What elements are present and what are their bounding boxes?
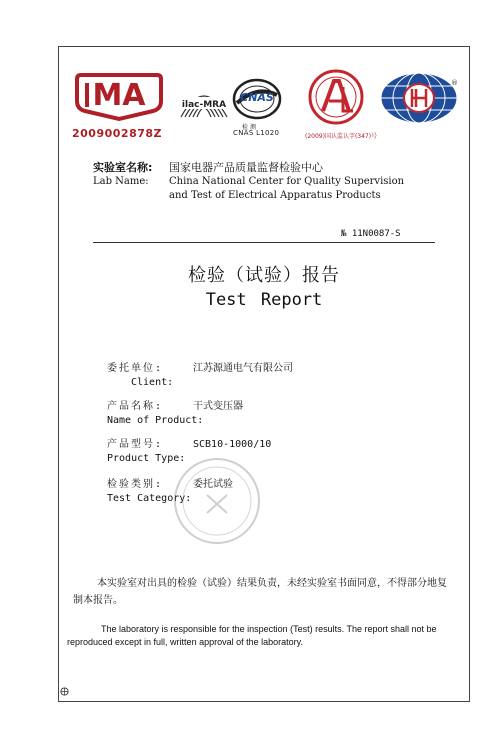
field-client-cn-label: 委托单位: — [107, 363, 164, 374]
field-product-name-cn-label: 产品名称: — [107, 401, 164, 412]
svg-text:MA: MA — [92, 78, 146, 113]
lab-name-en-label: Lab Name: — [93, 176, 149, 187]
cnas-label: 检 测 — [242, 124, 256, 131]
cma-logo-icon — [73, 69, 165, 123]
registered-mark: ® — [451, 79, 458, 87]
lab-name-cn — [93, 159, 323, 175]
cal-number: (2009)国认监认字(347)号 — [305, 133, 378, 140]
ilac-mra-logo-icon — [177, 73, 231, 131]
lab-name-cn-label: 实验室名称: — [93, 161, 153, 174]
report-title-en: Test Report — [205, 290, 323, 310]
accreditation-logos — [59, 65, 469, 145]
field-test-category-value: 委托试验 — [193, 479, 233, 490]
lab-name-en-value-line2: and Test of Electrical Apparatus Products — [169, 190, 381, 201]
field-client — [107, 359, 293, 388]
field-product-name-en-label: Name of Product: — [107, 415, 204, 426]
statement-en: The laboratory is responsible for the inspection (Test) results. The report shall not be reproduced except in full, written approval of the laboratory. — [67, 624, 437, 647]
field-test-category-en-label: Test Category: — [107, 493, 192, 504]
lab-name-en — [93, 175, 404, 203]
cma-number: 2009002878Z — [72, 127, 163, 140]
cqc-globe-logo-icon — [379, 69, 459, 127]
field-product-type-value: SCB10-1000/10 — [193, 439, 272, 450]
cnas-number: CNAS L1020 — [233, 129, 280, 137]
report-title-cn: 检验（试验）报告 — [188, 265, 340, 286]
cal-logo-icon — [307, 67, 365, 129]
report-number-divider — [93, 242, 435, 243]
faded-seal-stamp-icon — [171, 455, 263, 547]
field-product-name — [107, 397, 243, 426]
field-client-en-label: Client: — [131, 377, 174, 388]
svg-text:ilac-MRA: ilac-MRA — [181, 100, 227, 110]
statement-cn: 本实验室对出具的检验（试验）结果负责，未经实验室书面同意，不得部分地复制本报告。 — [73, 578, 447, 606]
svg-text:CNAS: CNAS — [240, 91, 274, 104]
report-cover-page — [58, 46, 470, 702]
report-number: № 11N0087-S — [341, 229, 401, 239]
field-product-type-cn-label: 产品型号: — [107, 439, 164, 450]
lab-name-cn-value: 国家电器产品质量监督检验中心 — [169, 161, 323, 174]
lab-name-en-value-line1: China National Center for Quality Supervision — [169, 176, 405, 187]
field-test-category-cn-label: 检验类别: — [107, 479, 164, 490]
field-product-name-value: 干式变压器 — [193, 401, 243, 412]
cnas-logo-icon — [231, 73, 283, 121]
registration-mark-icon — [60, 687, 69, 696]
field-product-type-en-label: Product Type: — [107, 453, 186, 464]
field-client-value: 江苏源通电气有限公司 — [193, 363, 293, 374]
